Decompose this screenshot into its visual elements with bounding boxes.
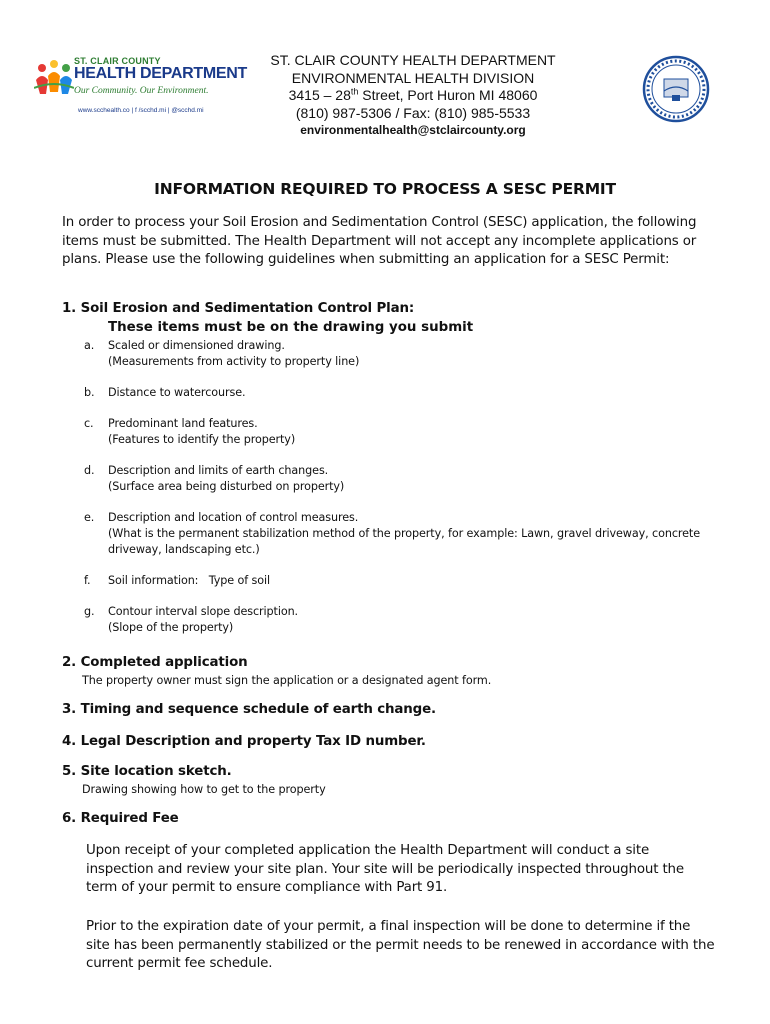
- header-division: ENVIRONMENTAL HEALTH DIVISION: [291, 69, 535, 86]
- section-5-note: Drawing showing how to get to the property: [82, 783, 326, 796]
- logo-department-name: HEALTH DEPARTMENT: [74, 65, 247, 82]
- logo-county-name: ST. CLAIR COUNTY: [74, 56, 161, 66]
- letterhead: [226, 52, 600, 140]
- section-1-subheading: These items must be on the drawing you submit: [108, 320, 474, 335]
- county-seal-icon: [642, 55, 710, 123]
- section-4-heading: 4. Legal Description and property Tax ID number.: [62, 734, 426, 749]
- list-item: a. Scaled or dimensioned drawing. (Measurements from activity to property line): [84, 339, 360, 368]
- list-item: e. Description and location of control measures. (What is the permanent stabilization method of the property, for example: Lawn, gravel driveway, concrete driveway, landscaping etc.): [84, 511, 700, 556]
- header-phone-fax: (810) 987-5306 / Fax: (810) 985-5533: [295, 104, 531, 121]
- header-department: ST. CLAIR COUNTY HEALTH DEPARTMENT: [270, 52, 556, 68]
- section-2-heading: 2. Completed application: [62, 655, 248, 670]
- health-department-logo: [34, 56, 247, 124]
- intro-paragraph: In order to process your Soil Erosion and Sedimentation Control (SESC) application, the following items must be submitted. The Health Department will not accept any incomplete applications or plans. Please use the following guidelines when submitting an application for a SESC Permit:: [62, 215, 697, 267]
- section-3-heading: 3. Timing and sequence schedule of earth change.: [62, 702, 436, 717]
- section-6-heading: 6. Required Fee: [62, 811, 179, 826]
- section-6-paragraph-1: Upon receipt of your completed application the Health Department will conduct a site inspection and review your site plan. Your site will be periodically inspected throughout the term of your permit to ensure compliance with Part 91.: [86, 843, 684, 895]
- section-6-paragraph-2: Prior to the expiration date of your permit, a final inspection will be done to determine if the site has been permanently stabilized or the permit needs to be renewed in accordance with the current permit fee schedule.: [86, 919, 715, 971]
- section-1-heading: 1. Soil Erosion and Sedimentation Control Plan:: [62, 301, 415, 316]
- document-title: INFORMATION REQUIRED TO PROCESS A SESC PERMIT: [154, 180, 616, 198]
- section-2-note: The property owner must sign the application or a designated agent form.: [82, 674, 492, 687]
- list-item: f. Soil information: Type of soil: [84, 574, 271, 587]
- community-people-icon: [34, 58, 74, 98]
- section-5-heading: 5. Site location sketch.: [62, 764, 232, 779]
- list-item: d. Description and limits of earth changes. (Surface area being disturbed on property): [84, 464, 345, 493]
- logo-social-links: www.scchealth.co | f /scchd.mi | @scchd.mi: [78, 107, 204, 114]
- header-address: 3415 – 28th Street, Port Huron MI 48060: [288, 86, 538, 103]
- logo-tagline: Our Community. Our Environment.: [74, 86, 209, 96]
- header-email: environmentalhealth@stclaircounty.org: [300, 123, 526, 137]
- list-item: b. Distance to watercourse.: [84, 386, 246, 399]
- list-item: c. Predominant land features. (Features to identify the property): [84, 417, 296, 446]
- list-item: g. Contour interval slope description. (Slope of the property): [84, 605, 299, 634]
